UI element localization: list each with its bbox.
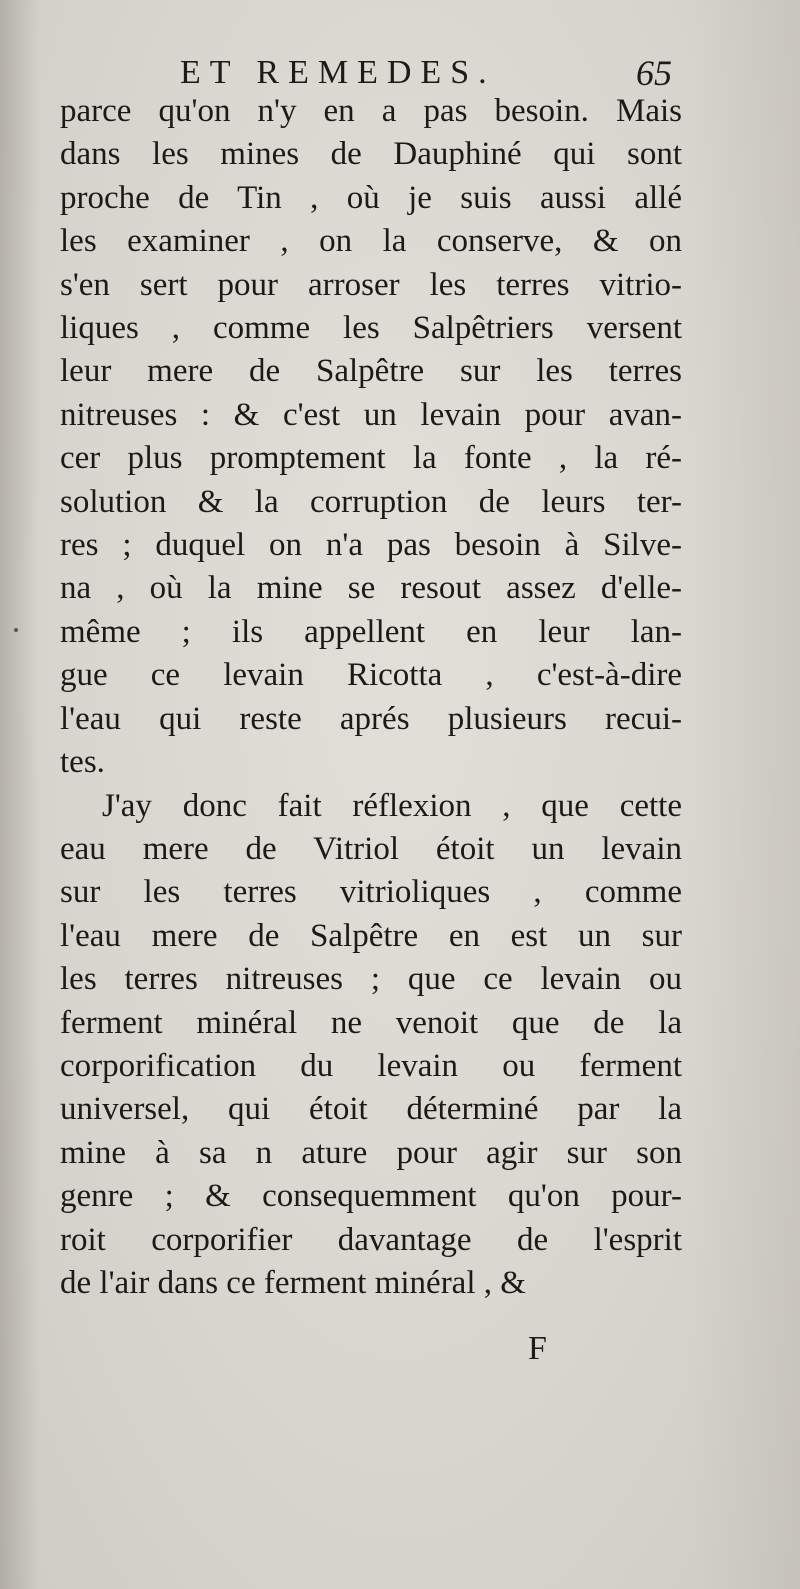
text-line: les terres nitreuses ; que ce levain ou bbox=[60, 961, 682, 998]
text-line: solution & la corruption de leurs ter- bbox=[60, 483, 682, 520]
text-line: corporification du levain ou ferment bbox=[60, 1047, 682, 1084]
text-line: na , où la mine se resout assez d'elle- bbox=[60, 570, 682, 607]
text-line: leur mere de Salpêtre sur les terres bbox=[60, 353, 682, 390]
gutter-shadow bbox=[0, 0, 40, 1589]
text-line: genre ; & consequemment qu'on pour- bbox=[60, 1178, 682, 1215]
text-line: eau mere de Vitriol étoit un levain bbox=[60, 830, 682, 867]
text-line: cer plus promptement la fonte , la ré- bbox=[60, 440, 682, 477]
running-head: ET REMEDES. bbox=[180, 54, 496, 91]
text-line: les examiner , on la conserve, & on bbox=[60, 223, 682, 260]
text-line: s'en sert pour arroser les terres vitrio- bbox=[60, 266, 682, 303]
text-line: tes. bbox=[60, 744, 105, 781]
text-line: liques , comme les Salpêtriers versent bbox=[60, 310, 682, 347]
signature-mark: F bbox=[528, 1330, 547, 1367]
text-line: res ; duquel on n'a pas besoin à Silve- bbox=[60, 527, 682, 564]
paragraph bbox=[60, 785, 682, 1306]
body-text bbox=[60, 90, 682, 1305]
text-line: sur les terres vitrioliques , comme bbox=[60, 874, 682, 911]
text-line: J'ay donc fait réflexion , que cette bbox=[102, 787, 682, 824]
page-header bbox=[60, 48, 672, 96]
text-line: même ; ils appellent en leur lan- bbox=[60, 613, 682, 650]
show-through-bleed bbox=[690, 0, 800, 1589]
text-line: mine à sa n ature pour agir sur son bbox=[60, 1134, 682, 1171]
text-line: l'eau mere de Salpêtre en est un sur bbox=[60, 917, 682, 954]
text-line: parce qu'on n'y en a pas besoin. Mais bbox=[60, 93, 682, 129]
paragraph bbox=[60, 90, 682, 785]
page-number: 65 bbox=[636, 53, 672, 93]
text-line: universel, qui étoit déterminé par la bbox=[60, 1091, 682, 1128]
text-line: roit corporifier davantage de l'esprit bbox=[60, 1221, 682, 1258]
text-line: proche de Tin , où je suis aussi allé bbox=[60, 179, 682, 216]
text-line: de l'air dans ce ferment minéral , & bbox=[60, 1264, 526, 1301]
text-line: gue ce levain Ricotta , c'est-à-dire bbox=[60, 657, 682, 694]
text-line: nitreuses : & c'est un levain pour avan- bbox=[60, 396, 682, 433]
text-line: l'eau qui reste aprés plusieurs recui- bbox=[60, 700, 682, 737]
ink-speck bbox=[14, 628, 18, 632]
text-line: dans les mines de Dauphiné qui sont bbox=[60, 136, 682, 173]
text-line: ferment minéral ne venoit que de la bbox=[60, 1004, 682, 1041]
